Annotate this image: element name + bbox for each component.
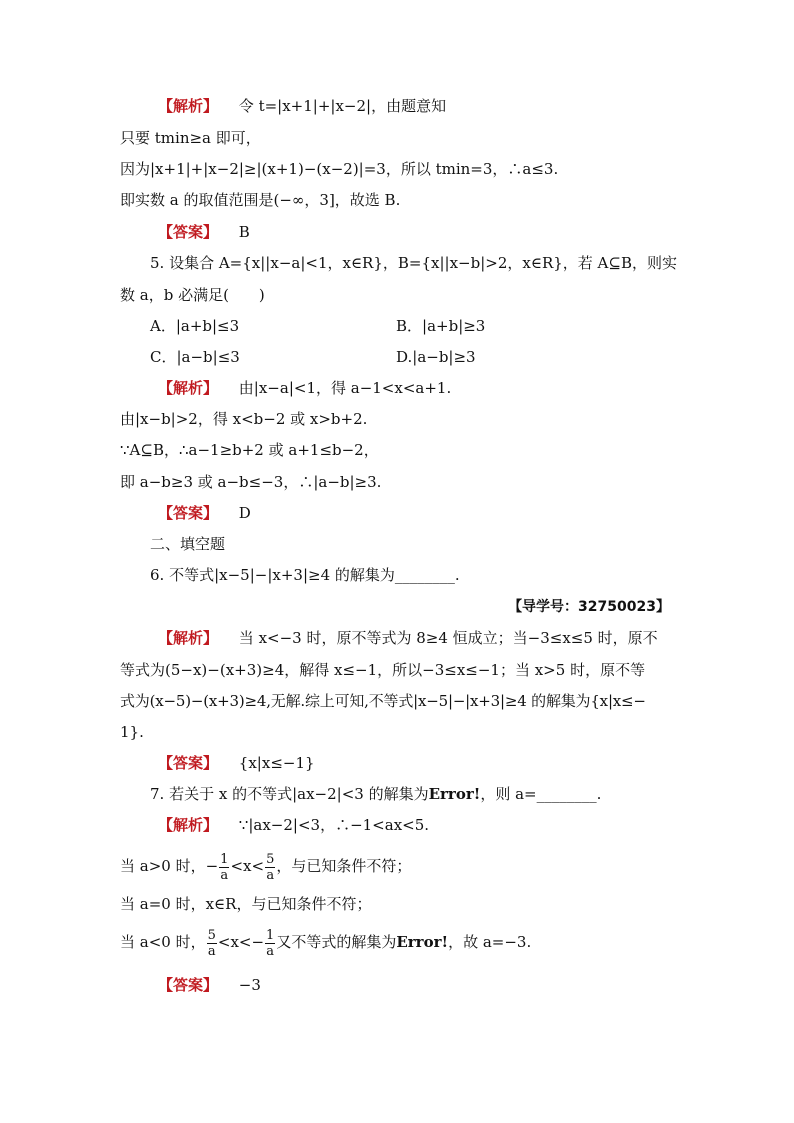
solution-line: 【解析】 当 x<−3 时，原不等式为 8≥4 恒成立；当−3≤x≤5 时，原不 bbox=[158, 629, 658, 647]
answer-tag: 【答案】 bbox=[158, 754, 219, 772]
fraction: $\frac{1}{a}$ bbox=[266, 927, 275, 959]
option-a: A．|a+b|≤3 bbox=[150, 317, 240, 335]
solution-line: 【解析】 令 t=|x+1|+|x−2|，由题意知 bbox=[158, 97, 447, 115]
answer-value: D bbox=[238, 504, 251, 522]
solution-line: 【解析】 由|x−a|<1，得 a−1<x<a+1. bbox=[158, 379, 452, 397]
answer-value: −3 bbox=[238, 976, 261, 994]
analysis-tag: 【解析】 bbox=[158, 97, 219, 115]
solution-line: 即实数 a 的取值范围是(−∞，3]，故选 B. bbox=[120, 191, 401, 209]
section-heading: 二、填空题 bbox=[150, 535, 226, 553]
answer-line bbox=[158, 222, 250, 242]
solution-line: ∵A⊆B，∴a−1≥b+2 或 a+1≤b−2， bbox=[120, 441, 379, 459]
option-c: C．|a−b|≤3 bbox=[150, 348, 240, 366]
solution-line: 等式为(5−x)−(x+3)≥4，解得 x≤−1，所以−3≤x≤−1；当 x>5 时，原不等 bbox=[120, 661, 646, 679]
question-5-stem: 5. 设集合 A={x||x−a|<1，x∈R}，B={x||x−b|>2，x∈R}，若 A⊆B，则实 bbox=[150, 254, 677, 272]
error-field: Error! bbox=[428, 785, 481, 803]
answer-tag: 【答案】 bbox=[158, 504, 219, 522]
solution-line: 当 a<0 时， $\frac{5}{a}$ <x<− $\frac{1}{a}$ 又不等式的解集为Error!，故 a=−3. bbox=[120, 927, 532, 959]
answer-line bbox=[158, 753, 315, 773]
solution-line: 当 a>0 时，− $\frac{1}{a}$ <x< $\frac{5}{a}$ ，与已知条件不符； bbox=[120, 851, 412, 883]
answer-tag: 【答案】 bbox=[158, 976, 219, 994]
error-field: Error! bbox=[396, 933, 449, 951]
solution-line: 因为|x+1|+|x−2|≥|(x+1)−(x−2)|=3，所以 tmin=3，∴a≤3. bbox=[120, 160, 559, 178]
solution-line: 当 a=0 时，x∈R，与已知条件不符； bbox=[120, 895, 372, 913]
fraction: $\frac{1}{a}$ bbox=[220, 851, 229, 883]
reference-number: 【导学号：32750023】 bbox=[508, 599, 670, 615]
answer-value: B bbox=[238, 223, 250, 241]
analysis-tag: 【解析】 bbox=[158, 629, 219, 647]
answer-tag: 【答案】 bbox=[158, 223, 219, 241]
solution-line: 由|x−b|>2，得 x<b−2 或 x>b+2. bbox=[120, 410, 368, 428]
option-b: B．|a+b|≥3 bbox=[396, 317, 486, 335]
answer-line bbox=[158, 975, 261, 995]
fraction: $\frac{5}{a}$ bbox=[266, 851, 275, 883]
question-6-stem: 6. 不等式|x−5|−|x+3|≥4 的解集为________. bbox=[150, 566, 460, 584]
option-d: D.|a−b|≥3 bbox=[396, 348, 476, 366]
analysis-tag: 【解析】 bbox=[158, 379, 219, 397]
fraction: $\frac{5}{a}$ bbox=[207, 927, 216, 959]
solution-line: 1}. bbox=[120, 723, 144, 741]
answer-line bbox=[158, 503, 251, 523]
solution-line: 【解析】 ∵|ax−2|<3，∴−1<ax<5. bbox=[158, 816, 430, 834]
analysis-tag: 【解析】 bbox=[158, 816, 219, 834]
answer-value: {x|x≤−1} bbox=[238, 754, 315, 772]
question-5-stem: 数 a，b 必满足( ) bbox=[120, 286, 265, 304]
solution-line: 即 a−b≥3 或 a−b≤−3，∴|a−b|≥3. bbox=[120, 473, 382, 491]
solution-line: 只要 tmin≥a 即可， bbox=[120, 129, 261, 147]
solution-line: 式为(x−5)−(x+3)≥4,无解.综上可知,不等式|x−5|−|x+3|≥4 的解集为{x|x≤− bbox=[120, 692, 646, 710]
question-7-stem: 7. 若关于 x 的不等式|ax−2|<3 的解集为Error!，则 a=________. bbox=[150, 785, 602, 803]
